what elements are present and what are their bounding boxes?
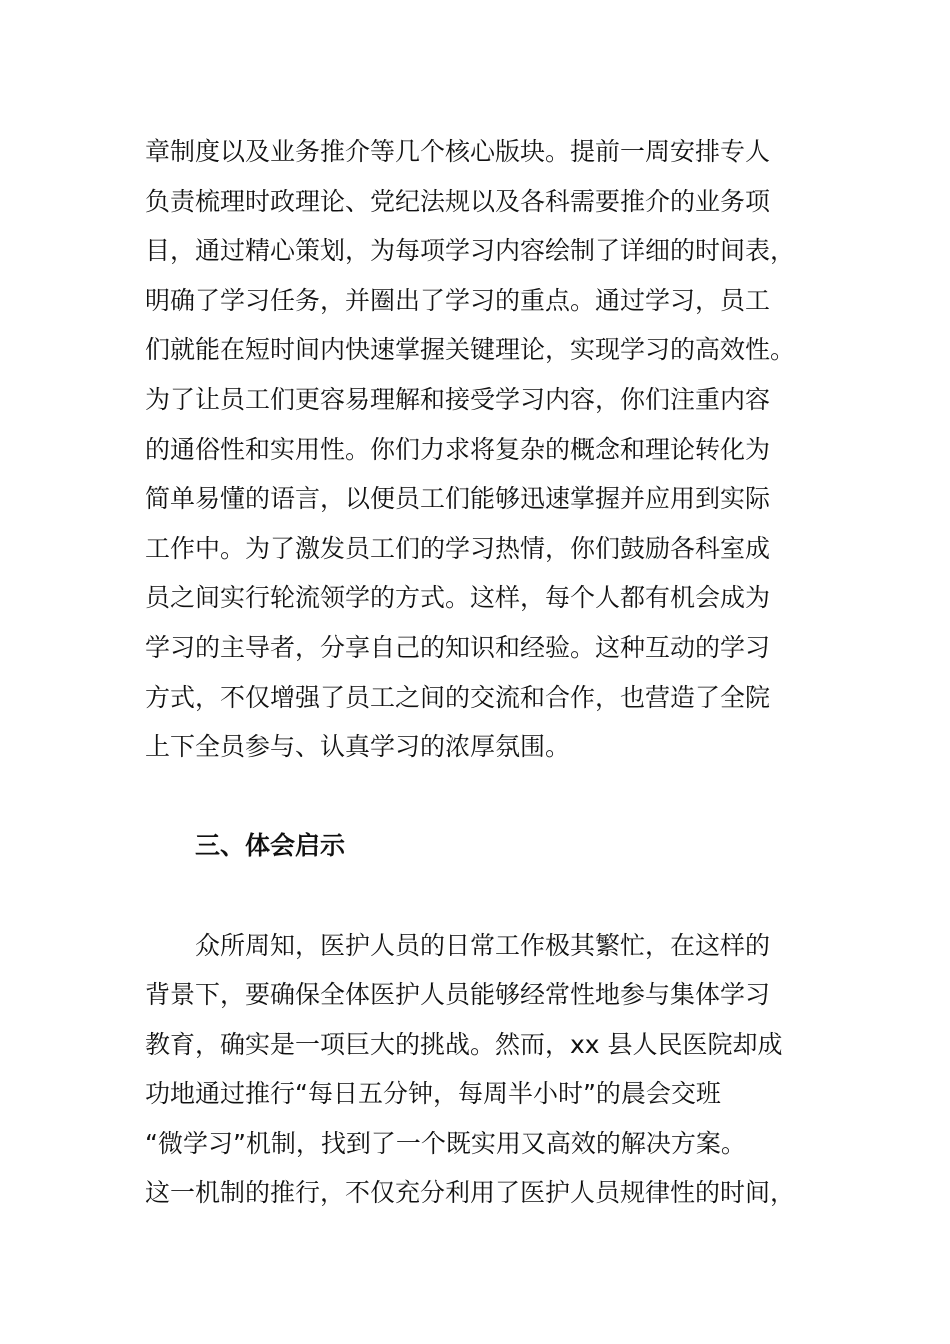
text-line: 上下全员参与、认真学习的浓厚氛围。 bbox=[145, 732, 571, 762]
text-line: 负责梳理时政理论、党纪法规以及各科需要推介的业务项 bbox=[145, 186, 771, 216]
text-line: 为了让员工们更容易理解和接受学习内容，你们注重内容 bbox=[145, 384, 771, 414]
paragraph-gap bbox=[145, 871, 815, 921]
text-line: 目，通过精心策划，为每项学习内容绘制了详细的时间表， bbox=[145, 236, 796, 266]
text-line: 员之间实行轮流领学的方式。这样，每个人都有机会成为 bbox=[145, 583, 771, 613]
section-heading: 三、体会启示 bbox=[195, 831, 346, 861]
text-line: 背景下，要确保全体医护人员能够经常性地参与集体学习 bbox=[145, 980, 771, 1010]
text-line: 的通俗性和实用性。你们力求将复杂的概念和理论转化为 bbox=[145, 434, 771, 464]
text-line: 功地通过推行“每日五分钟，每周半小时”的晨会交班 bbox=[145, 1079, 721, 1109]
text-line: 学习的主导者，分享自己的知识和经验。这种互动的学习 bbox=[145, 632, 771, 662]
text-line: 明确了学习任务，并圈出了学习的重点。通过学习，员工 bbox=[145, 285, 771, 315]
text-line: 教育，确实是一项巨大的挑战。然而，xx 县人民医院却成 bbox=[145, 1029, 783, 1059]
text-line: 们就能在短时间内快速掌握关键理论，实现学习的高效性。 bbox=[145, 335, 796, 365]
text-line: “微学习”机制，找到了一个既实用又高效的解决方案。 bbox=[145, 1128, 746, 1158]
body-paragraph bbox=[145, 921, 815, 1219]
text-line: 简单易懂的语言，以便员工们能够迅速掌握并应用到实际 bbox=[145, 484, 771, 514]
text-line: 众所周知，医护人员的日常工作极其繁忙，在这样的 bbox=[195, 930, 771, 960]
text-line: 这一机制的推行，不仅充分利用了医护人员规律性的时间， bbox=[145, 1178, 796, 1208]
document-body bbox=[145, 127, 815, 1218]
text-line: 方式，不仅增强了员工之间的交流和合作，也营造了全院 bbox=[145, 682, 771, 712]
body-paragraph bbox=[145, 127, 815, 772]
text-line: 工作中。为了激发员工们的学习热情，你们鼓励各科室成 bbox=[145, 533, 771, 563]
text-line: 章制度以及业务推介等几个核心版块。提前一周安排专人 bbox=[145, 137, 771, 166]
paragraph-gap bbox=[145, 772, 815, 822]
